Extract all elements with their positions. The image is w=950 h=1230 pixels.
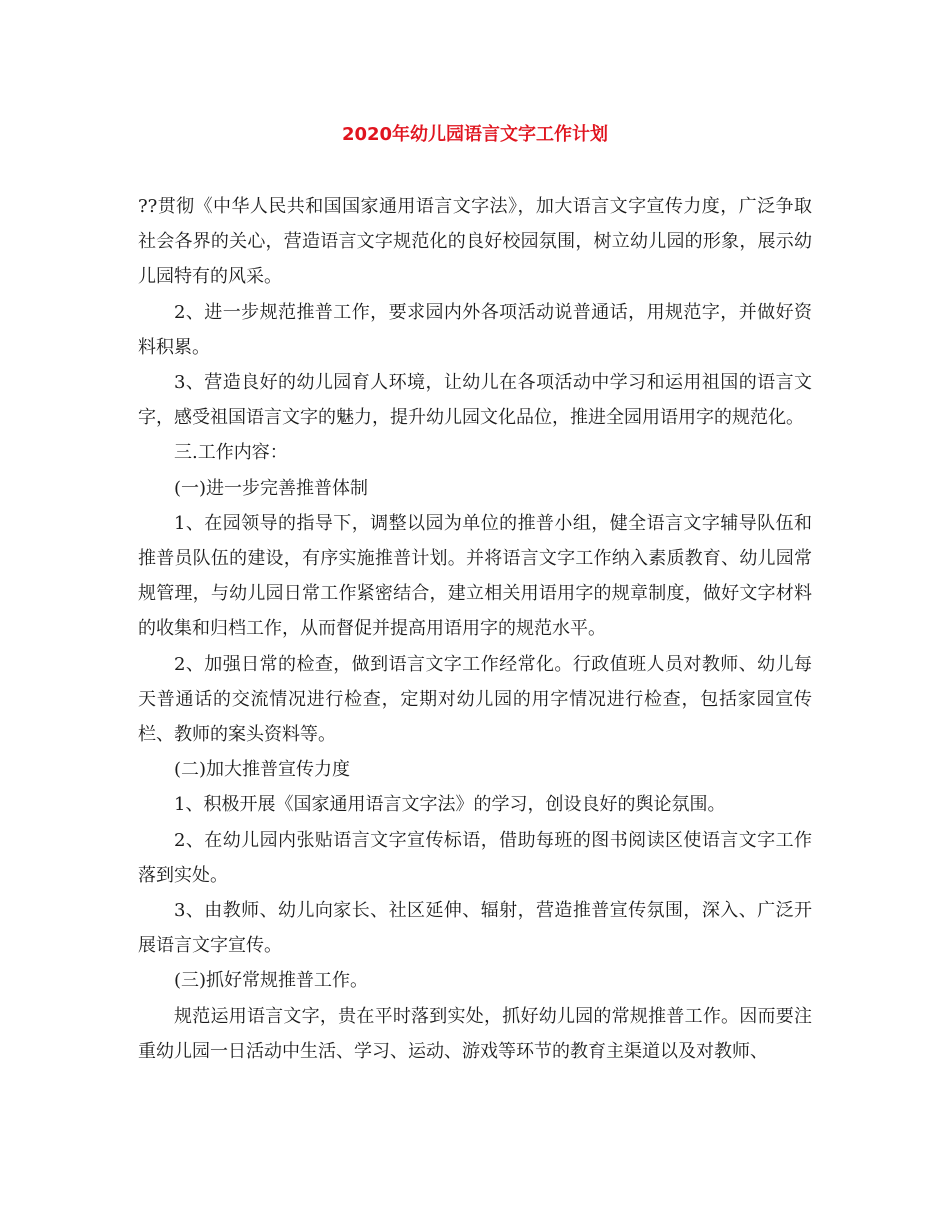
paragraph-3-1: 规范运用语言文字，贵在平时落到实处，抓好幼儿园的常规推普工作。因而要注重幼儿园一日活动中生活、学习、运动、游戏等环节的教育主渠道以及对教师、 [138,1005,812,1062]
paragraph-intro: ??贯彻《中华人民共和国国家通用语言文字法》，加大语言文字宣传力度，广泛争取社会各界的关心，营造语言文字规范化的良好校园氛围，树立幼儿园的形象，展示幼儿园特有的风采。 [138,196,812,288]
paragraph-2-3: 3、由教师、幼儿向家长、社区延伸、辐射，营造推普宣传氛围，深入、广泛开展语言文字宣传。 [138,900,812,957]
subsection-heading-2: (二)加大推普宣传力度 [174,759,351,781]
paragraph-1-2: 2、加强日常的检查，做到语言文字工作经常化。行政值班人员对教师、幼儿每天普通话的交流情况进行检查，定期对幼儿园的用字情况进行检查，包括家园宣传栏、教师的案头资料等。 [138,653,812,746]
paragraph-2-2: 2、在幼儿园内张贴语言文字宣传标语，借助每班的图书阅读区使语言文字工作落到实处。 [138,829,812,886]
document-body [138,189,812,1069]
paragraph-item-2: 2、进一步规范推普工作，要求园内外各项活动说普通话，用规范字，并做好资料积累。 [138,301,812,358]
paragraph-item-3: 3、营造良好的幼儿园育人环境，让幼儿在各项活动中学习和运用祖国的语言文字，感受祖国语言文字的魅力，提升幼儿园文化品位，推进全园用语用字的规范化。 [138,372,812,429]
paragraph-2-1: 1、积极开展《国家通用语言文字法》的学习，创设良好的舆论氛围。 [174,794,726,816]
document-title: 2020年幼儿园语言文字工作计划 [341,124,609,145]
subsection-heading-3: (三)抓好常规推普工作。 [174,970,369,992]
section-heading-work-content: 三.工作内容： [174,442,288,464]
paragraph-1-1: 1、在园领导的指导下，调整以园为单位的推普小组，健全语言文字辅导队伍和推普员队伍的建设，有序实施推普计划。并将语言文字工作纳入素质教育、幼儿园常规管理，与幼儿园日常工作紧密结合，建立相关用语用字的规章制度，做好文字材料的收集和归档工作，从而督促并提高用语用字的规范水平。 [138,512,812,640]
subsection-heading-1: (一)进一步完善推普体制 [174,477,369,499]
